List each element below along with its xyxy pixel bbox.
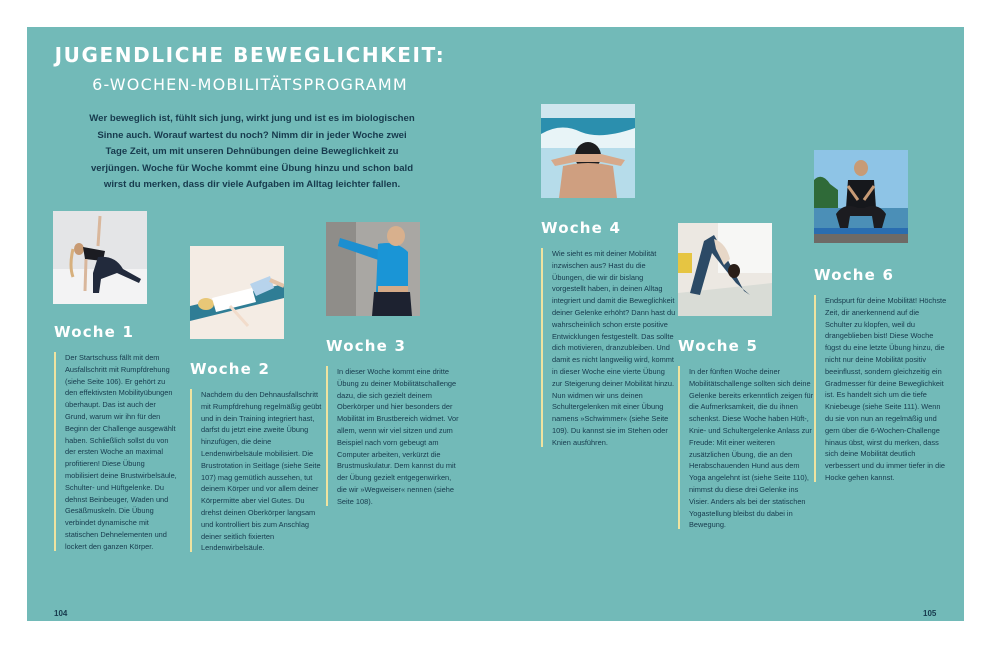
week-3-text [326,366,461,508]
accent-bar [190,389,192,552]
week-4-photo [541,104,635,198]
page-subtitle: 6-WOCHEN-MOBILITÄTSPROGRAMM [92,75,408,94]
week-4-text [541,248,676,449]
accent-bar [678,366,680,529]
week-6-photo [814,150,908,243]
week-1-body: Der Startschuss fällt mit dem Ausfallschritt mit Rumpfdrehung (siehe Seite 106). Er gehört zu den effektivsten Mobilityübungen überhaupt. Das ist auch der Grund, warum wir ihn für den Beginn der Challenge ausgewählt haben. Schließlich sollst du von der ersten Woche an maximal profitieren! Diese Übung mobilisiert deine Brustwirbelsäule, Schulter- und Hüftgelenke. Du dehnst Beinbeuger, Waden und Gesäßmuskeln. Die Übung verbindet dynamische mit statischen Dehnelementen und lockert den ganzen Körper. [65,353,177,551]
week-3-body: In dieser Woche kommt eine dritte Übung zu deiner Mobilitätschallenge dazu, die sich gezielt deinem Oberkörper und hier besonders der Mobilität im Brustbereich widmet. Vor allem, wenn wir viel sitzen und zum Beispiel nach vorn gebeugt am Computer arbeiten, verkürzt die Brustmuskulatur. Dem kannst du mit der Übung gezielt entgegenwirken, die wir »Wegweiser« nennen (siehe Seite 108). [337,367,459,506]
intro-paragraph: Wer beweglich ist, fühlt sich jung, wirkt jung und ist es im biologischen Sinne auch. Worauf wartest du noch? Nimm dir in jeder Woche zwei Tage Zeit, um mit unseren Dehnübungen deine Beweglichkeit zu verjüngen. Woche für Woche kommt eine Übung hinzu und schon bald wirst du merken, dass dir viele Aufgaben im Alltag leichter fallen. [89,113,415,190]
accent-bar [326,366,328,506]
accent-bar [541,248,543,447]
week-6-heading: Woche 6 [814,266,895,284]
page-number-right: 105 [923,609,937,618]
week-1-photo [53,211,147,304]
week-3-heading: Woche 3 [326,337,407,355]
week-4-body: Wie sieht es mit deiner Mobilität inzwischen aus? Hast du die Übungen, die wir dir bislang vorgestellt haben, in deinen Alltag integriert und damit die Beweglichkeit deiner Gelenke erhöht? Dann hast du wahrscheinlich schon erste positive Entwicklungen festgestellt. Das sollte dich motivieren, dranzubleiben. Und damit es nicht langweilig wird, kommt in dieser Woche eine vierte Übung zur Steigerung deiner Mobilität hinzu. Nun widmen wir uns deinen Schultergelenken mit einer Übung namens »Schwimmer« (siehe Seite 109). Du kannst sie im Stehen oder Knien ausführen. [552,249,676,447]
page-title: JUGENDLICHE BEWEGLICHKEIT: [54,43,446,67]
week-2-body: Nachdem du den Dehnausfallschritt mit Rumpfdrehung regelmäßig geübt und in dein Training integriert hast, darfst du jetzt eine zweite Übung hinzufügen, die deine Lendenwirbelsäule mobilisiert. Die Brustrotation in Seitlage (siehe Seite 107) mag gemütlich aussehen, tut deinem Körper und vor allem deiner Körpermitte aber viel Gutes. Du drehst deinen Oberkörper langsam und kontrolliert bis zum Anschlag deiner seitlich fixierten Lendenwirbelsäule. [201,390,322,553]
week-3-photo [326,222,420,316]
accent-bar [814,295,816,482]
week-2-photo [190,246,284,339]
week-5-heading: Woche 5 [678,337,759,355]
page-number-left: 104 [54,609,68,618]
accent-bar [54,352,56,551]
week-2-heading: Woche 2 [190,360,271,378]
week-1-text [54,352,177,553]
week-5-text [678,366,815,531]
week-5-body: In der fünften Woche deiner Mobilitätschallenge sollten sich deine Gelenke bereits erkenntlich zeigen für die Aufmerksamkeit, die du ihnen schenkst. Diese Woche haben Hüft-, Knie- und Schultergelenke Anlass zur Freude: Mit einer weiteren zusätzlichen Übung, die an den Herabschauenden Hund aus dem Yoga angelehnt ist (siehe Seite 110), nimmst du diese drei Gelenke ins Visier. Anders als bei der statischen Yogastellung bleibst du dabei in Bewegung. [689,367,814,530]
week-1-heading: Woche 1 [54,323,135,341]
week-2-text [190,389,323,554]
magazine-spread [27,27,964,621]
week-5-photo [678,223,772,316]
week-6-body: Endspurt für deine Mobilität! Höchste Zeit, dir anerkennend auf die Schulter zu klopfen, weil du drangeblieben bist! Diese Woche fügst du eine letzte Übung hinzu, die nicht nur deine Mobilität positiv beeinflusst, sondern gleichzeitig ein Gradmesser für deine Beweglichkeit ist. Es handelt sich um die tiefe Kniebeuge (siehe Seite 111). Wenn du sie von nun an regelmäßig und gern über die 6-Wochen-Challenge hinaus übst, wirst du merken, dass sich deine Mobilität deutlich verbessert und du immer tiefer in die Hocke gehen kannst. [825,296,947,482]
week-4-heading: Woche 4 [541,219,622,237]
week-6-text [814,295,947,484]
